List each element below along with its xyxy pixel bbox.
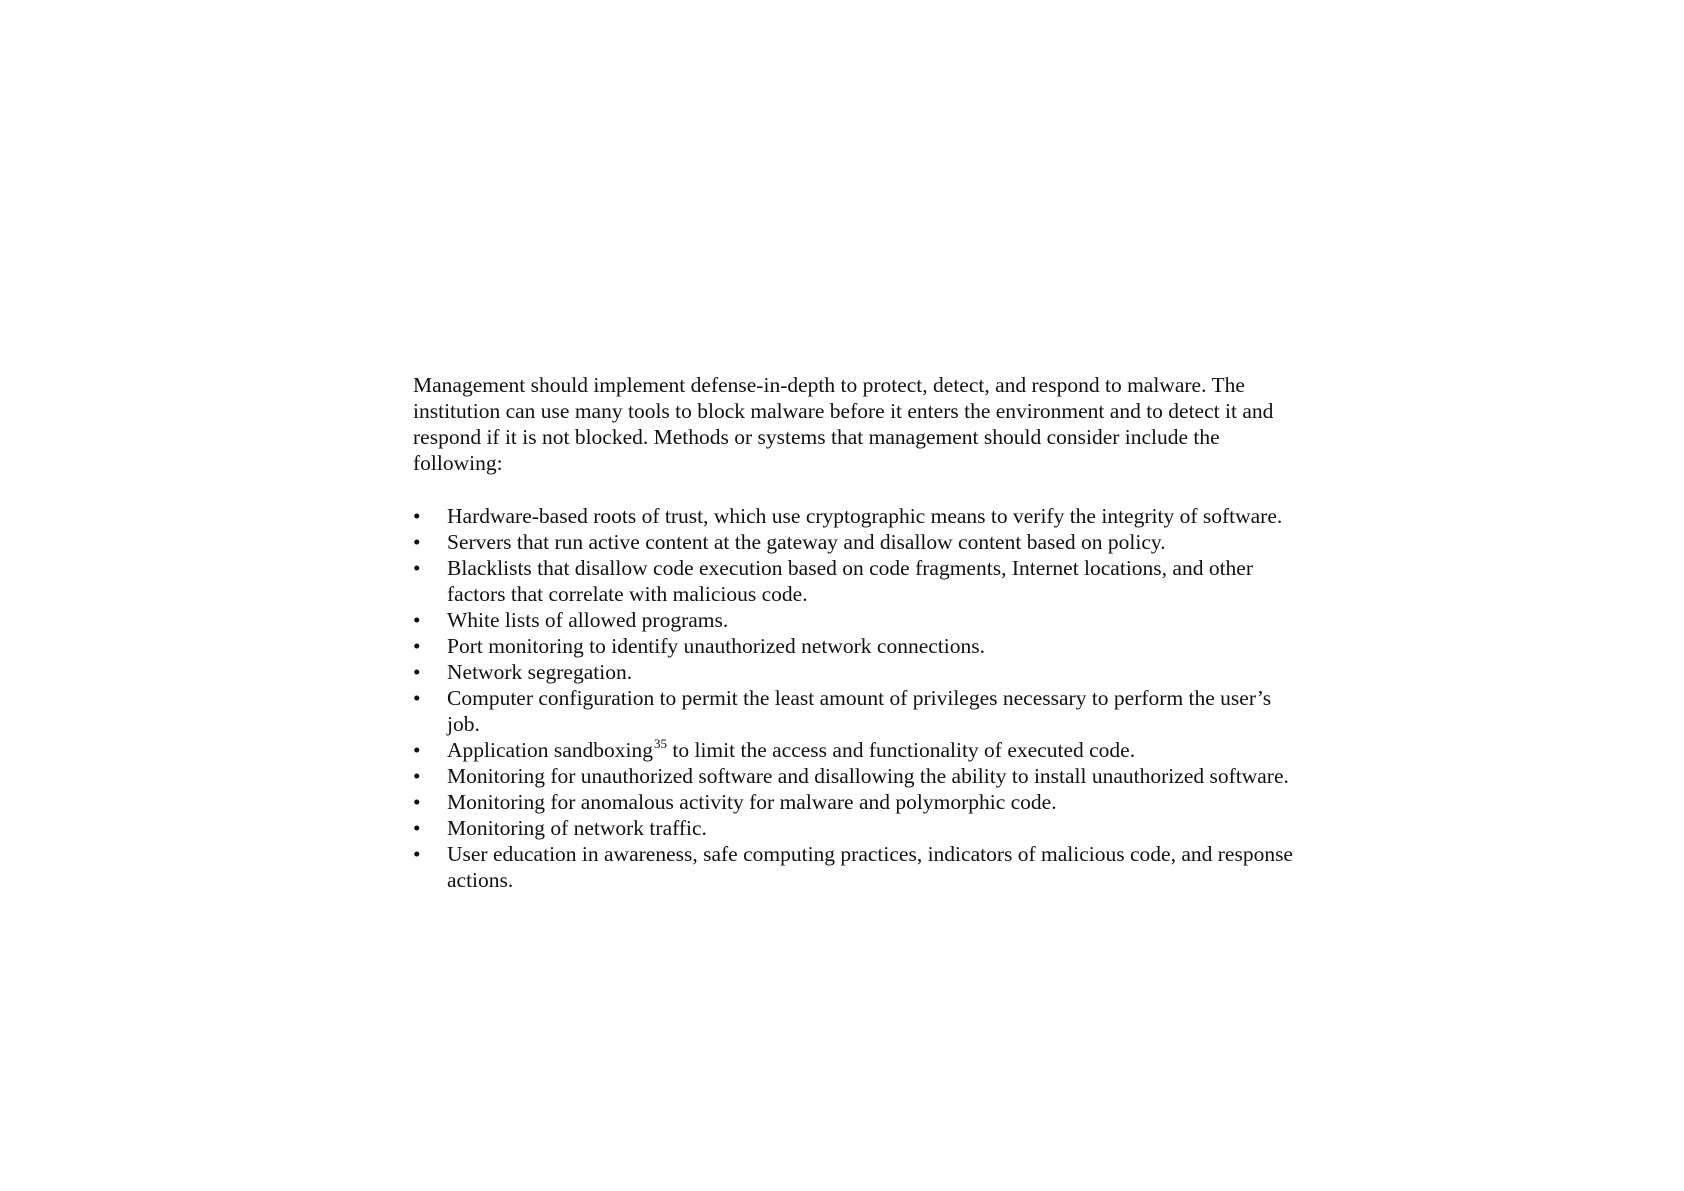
footnote-reference[interactable]: 35 (654, 736, 668, 751)
list-item-text: User education in awareness, safe computing practices, indicators of malicious code, and response actions. (447, 842, 1293, 892)
list-item-text: Hardware-based roots of trust, which use cryptographic means to verify the integrity of software. (447, 504, 1283, 528)
list-item-text: Monitoring of network traffic. (447, 816, 707, 840)
bullet-icon: • (413, 504, 421, 528)
bullet-icon: • (413, 608, 421, 632)
list-item (413, 529, 1293, 555)
bullet-icon: • (413, 660, 421, 684)
list-item (413, 789, 1293, 815)
bullet-icon: • (413, 686, 421, 710)
list-item-text: Monitoring for unauthorized software and disallowing the ability to install unauthorized software. (447, 764, 1289, 788)
bullet-icon: • (413, 634, 421, 658)
methods-list (413, 503, 1293, 893)
list-item (413, 633, 1293, 659)
list-item (413, 815, 1293, 841)
bullet-icon: • (413, 790, 421, 814)
bullet-icon: • (413, 842, 421, 866)
list-item (413, 555, 1293, 607)
bullet-icon: • (413, 764, 421, 788)
list-item (413, 685, 1293, 737)
intro-paragraph: Management should implement defense-in-depth to protect, detect, and respond to malware. The institution can use many tools to block malware before it enters the environment and to detect it and respond if it is not blocked. Methods or systems that management should consider include the following: (413, 373, 1274, 475)
list-item-text: Network segregation. (447, 660, 633, 684)
list-item (413, 737, 1293, 763)
bullet-icon: • (413, 530, 421, 554)
list-item-text: Port monitoring to identify unauthorized network connections. (447, 634, 985, 658)
list-item (413, 659, 1293, 685)
list-item-text: Monitoring for anomalous activity for malware and polymorphic code. (447, 790, 1057, 814)
bullet-icon: • (413, 738, 421, 762)
list-item-text: Blacklists that disallow code execution based on code fragments, Internet locations, and other factors that correlate with malicious code. (447, 556, 1254, 606)
bullet-icon: • (413, 556, 421, 580)
list-item-text: Servers that run active content at the gateway and disallow content based on policy. (447, 530, 1166, 554)
list-item-text (447, 738, 1135, 762)
list-item (413, 607, 1293, 633)
list-item-text: White lists of allowed programs. (447, 608, 729, 632)
list-item-text-after-footnote: to limit the access and functionality of executed code. (667, 738, 1136, 762)
bullet-icon: • (413, 816, 421, 840)
list-item-text-before-footnote: Application sandboxing (447, 738, 654, 762)
list-item (413, 763, 1293, 789)
list-item (413, 841, 1293, 893)
document-body (413, 372, 1293, 893)
list-item-text: Computer configuration to permit the least amount of privileges necessary to perform the user’s job. (447, 686, 1272, 736)
list-item (413, 503, 1293, 529)
